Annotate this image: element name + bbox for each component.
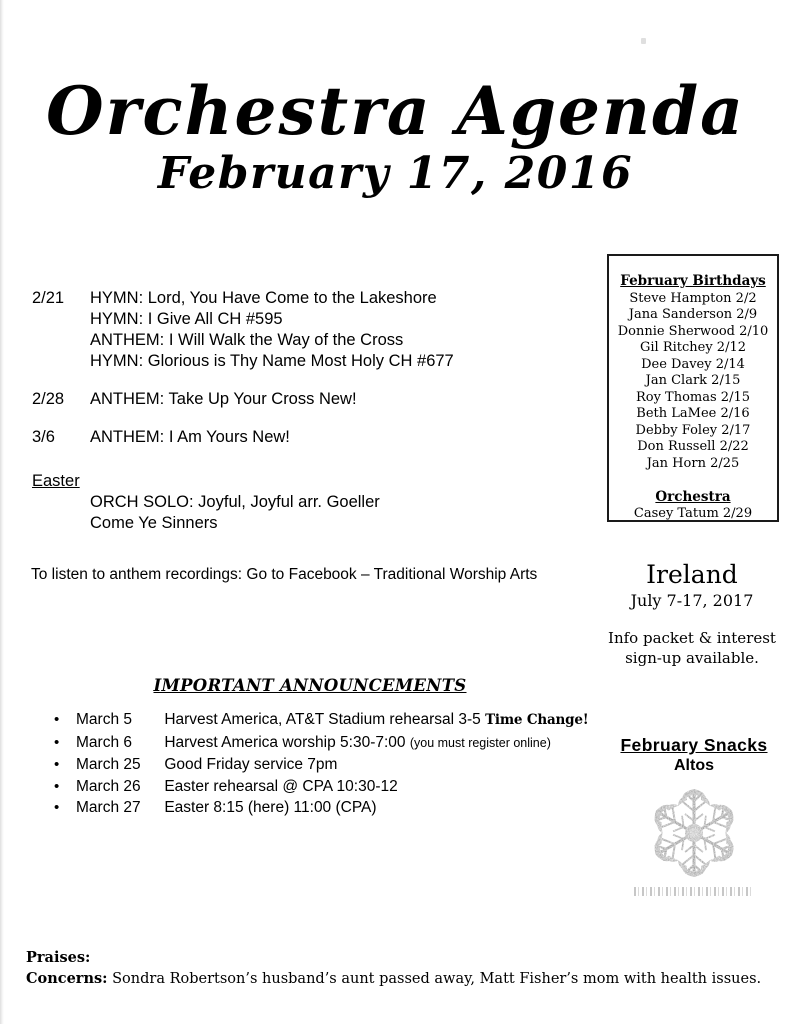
agenda-lines (90, 288, 592, 372)
birthday-entry: Don Russell 2/22 (637, 439, 749, 454)
birthday-entry: Jana Sanderson 2/9 (628, 307, 758, 322)
page-title: Orchestra Agenda (46, 72, 745, 150)
bullet-icon: • (54, 799, 60, 816)
announcement-date: March 25 (76, 756, 141, 773)
easter-line: Come Ye Sinners (90, 514, 218, 532)
bullet-icon: • (54, 777, 60, 795)
agenda-group (32, 288, 592, 372)
agenda-list (32, 288, 592, 534)
praises-label: Praises: (26, 949, 91, 966)
agenda-date: 3/6 (32, 428, 55, 446)
snowflake-icon (639, 783, 749, 883)
agenda-line: HYMN: Lord, You Have Come to the Lakeshore (90, 289, 437, 307)
agenda-date: 2/21 (32, 289, 65, 307)
agenda-group (32, 427, 592, 448)
announcement-date: March 26 (76, 777, 141, 795)
announcement-date: March 27 (76, 799, 141, 816)
announcement-text: Harvest America, AT&T Stadium rehearsal 3-5 (164, 711, 481, 728)
list-item (54, 732, 636, 755)
easter-section (32, 465, 592, 534)
easter-lines (90, 492, 592, 534)
birthday-entry: Donnie Sherwood 2/10 (617, 323, 769, 339)
birthdays-box (607, 254, 779, 522)
birthday-entry: Jan Horn 2/25 (646, 455, 740, 471)
praises-row (26, 948, 766, 969)
page-date: February 17, 2016 (157, 148, 634, 200)
agenda-group (32, 389, 592, 410)
birthday-entry: Dee Davey 2/14 (641, 356, 745, 372)
snacks-block (600, 735, 788, 896)
list-item (54, 776, 636, 798)
agenda-line: ANTHEM: I Will Walk the Way of the Cross (90, 331, 404, 349)
announcement-text: Good Friday service 7pm (164, 756, 338, 773)
birthday-entry: Debby Foley 2/17 (635, 422, 751, 438)
bullet-icon: • (54, 733, 60, 751)
orchestra-subheading: Orchestra (655, 489, 731, 505)
agenda-line: HYMN: I Give All CH #595 (90, 310, 283, 328)
bullet-icon: • (54, 756, 60, 773)
agenda-line: HYMN: Glorious is Thy Name Most Holy CH #677 (90, 352, 454, 370)
birthday-entry: Beth LaMee 2/16 (636, 406, 750, 421)
announcements-heading: IMPORTANT ANNOUNCEMENTS (153, 676, 467, 695)
title-block (0, 72, 791, 200)
scan-speck-artifact (641, 38, 646, 44)
birthdays-heading: February Birthdays (620, 273, 766, 289)
announcement-note: (you must register online) (409, 735, 551, 750)
list-item (54, 797, 636, 819)
listen-instructions: To listen to anthem recordings: Go to Facebook – Traditional Worship Arts (31, 566, 538, 583)
ireland-note-line: sign-up available. (625, 649, 759, 667)
announcement-text: Harvest America worship 5:30-7:00 (164, 733, 406, 751)
ireland-note (597, 628, 787, 668)
snowflake-caption-artifact (634, 887, 754, 896)
list-item (54, 709, 636, 732)
snacks-heading: February Snacks (620, 735, 768, 755)
ireland-note-line: Info packet & interest (608, 629, 776, 647)
agenda-lines (90, 427, 592, 448)
easter-line: ORCH SOLO: Joyful, Joyful arr. Goeller (90, 493, 380, 511)
praises-concerns-block (26, 948, 766, 989)
concerns-row (26, 969, 766, 990)
birthday-entry: Gil Ritchey 2/12 (639, 340, 747, 355)
birthday-entry: Roy Thomas 2/15 (635, 389, 751, 405)
birthday-entry: Jan Clark 2/15 (645, 373, 741, 388)
agenda-date: 2/28 (32, 390, 65, 408)
list-item (54, 754, 636, 776)
ireland-dates: July 7-17, 2017 (630, 591, 754, 610)
agenda-line: ANTHEM: Take Up Your Cross New! (90, 390, 357, 408)
ireland-block (597, 560, 787, 668)
announcement-date: March 5 (76, 711, 132, 728)
agenda-line: ANTHEM: I Am Yours New! (90, 428, 290, 446)
birthday-entry: Casey Tatum 2/29 (633, 505, 753, 521)
bullet-icon: • (54, 711, 60, 728)
concerns-text: Sondra Robertson’s husband’s aunt passed away, Matt Fisher’s mom with health issues. (112, 970, 762, 987)
announcements-list (52, 709, 636, 819)
announcement-text: Easter rehearsal @ CPA 10:30-12 (164, 777, 398, 795)
announcement-text: Easter 8:15 (here) 11:00 (CPA) (164, 799, 377, 816)
announcement-emphasis: Time Change! (485, 712, 589, 728)
easter-heading: Easter (32, 472, 80, 490)
ireland-title: Ireland (646, 560, 738, 589)
announcement-date: March 6 (76, 733, 132, 751)
snacks-section: Altos (674, 757, 714, 774)
concerns-label: Concerns: (26, 969, 108, 987)
agenda-lines (90, 389, 592, 410)
birthday-entry: Steve Hampton 2/2 (629, 290, 757, 306)
